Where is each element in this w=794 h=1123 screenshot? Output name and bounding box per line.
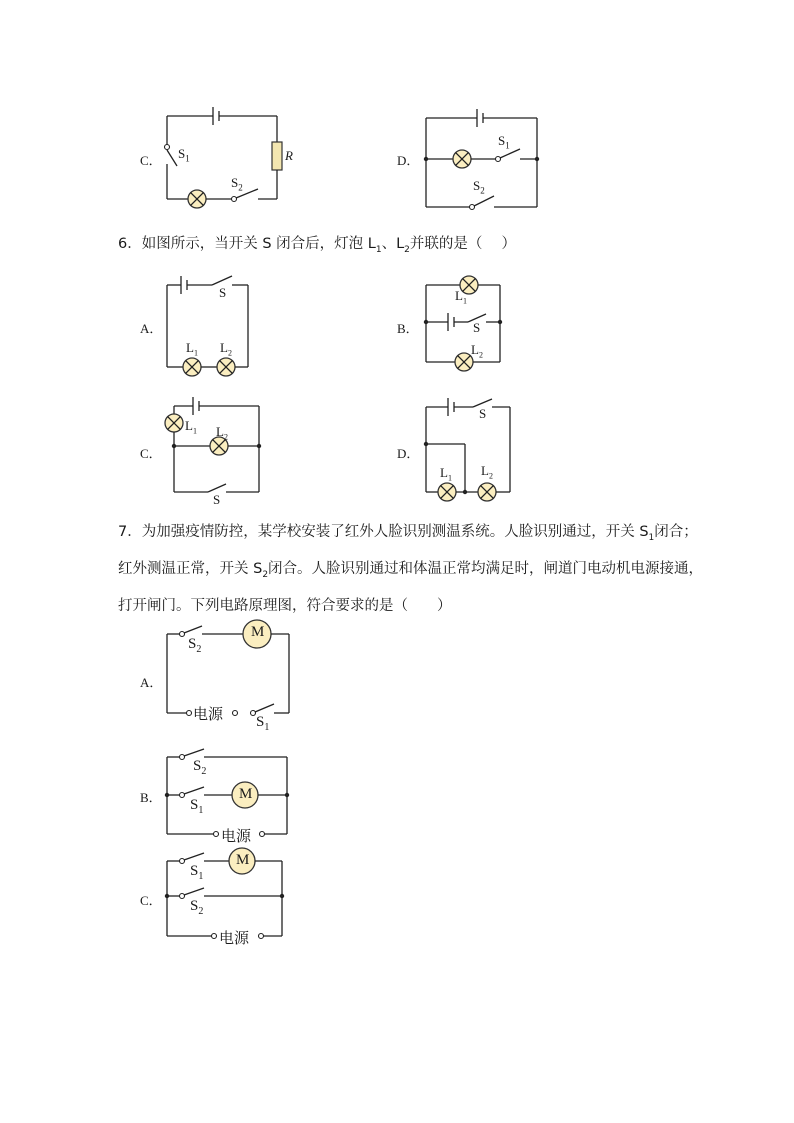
q6-circuit-d <box>424 398 510 501</box>
switch-s1-label: $S_1$ <box>178 146 190 164</box>
switch-label: S <box>213 492 221 507</box>
question-7-line-2: 红外测温正常，开关 $S_2$闭合。人脸识别通过和体温正常均满足时，闸道门电动机电源接通， <box>118 561 704 580</box>
question-7-line-3: 打开闸门。下列电路原理图，符合要求的是（ ） <box>118 598 452 614</box>
switch-s2-label: $S_2$ <box>231 175 243 193</box>
lamp-l2-label: $L_2$ <box>471 342 483 360</box>
switch-s2-label: $S_2$ <box>473 178 485 196</box>
power-source-label: 电源 <box>221 827 252 845</box>
option-a-label[interactable]: A． <box>140 321 163 336</box>
switch-s2-label: $S_2$ <box>193 758 207 777</box>
lamp-l1-label: $L_1$ <box>185 418 197 436</box>
motor-label: M <box>239 786 253 802</box>
resistor-label: R <box>285 148 293 163</box>
option-b-label[interactable]: B． <box>140 790 162 805</box>
lamp-l2-label: $L_2$ <box>220 340 232 358</box>
option-a-label[interactable]: A． <box>140 675 163 690</box>
lamp-l1-label: $L_1$ <box>440 465 452 483</box>
switch-s1-label: $S_1$ <box>190 797 204 816</box>
q6-circuit-a <box>167 276 248 376</box>
question-6-stem: 6．如图所示，当开关 S 闭合后，灯泡 $L_1$、$L_2$并联的是（ ） <box>118 236 517 255</box>
motor-label: M <box>251 624 265 640</box>
option-d-label[interactable]: D． <box>397 446 420 461</box>
option-c-label[interactable]: C． <box>140 446 162 461</box>
lamp-l1-label: $L_1$ <box>455 288 467 306</box>
switch-label: S <box>473 320 481 335</box>
switch-s1-label: $S_1$ <box>190 863 204 882</box>
option-c-label[interactable]: C． <box>140 153 162 168</box>
switch-s2-label: $S_2$ <box>188 636 202 655</box>
switch-s1-label: $S_1$ <box>256 714 270 733</box>
option-b-label[interactable]: B． <box>397 321 419 336</box>
q7-circuit-c <box>165 848 284 939</box>
lamp-l2-label: $L_2$ <box>481 463 493 481</box>
lamp-l1-label: $L_1$ <box>186 340 198 358</box>
lamp-l2-label: $L_2$ <box>216 424 228 442</box>
switch-s2-label: $S_2$ <box>190 898 204 917</box>
motor-label: M <box>236 852 250 868</box>
power-source-label: 电源 <box>193 705 224 723</box>
switch-label: S <box>479 406 487 421</box>
resistor <box>272 142 282 170</box>
switch-s1-label: $S_1$ <box>498 133 510 151</box>
option-c-label[interactable]: C． <box>140 893 162 908</box>
q6-circuit-c <box>165 397 261 492</box>
q7-circuit-b <box>165 749 289 837</box>
question-7-line-1: 7．为加强疫情防控，某学校安装了红外人脸识别测温系统。人脸识别通过，开关 $S_1$闭合； <box>118 524 698 543</box>
power-source-label: 电源 <box>219 929 250 947</box>
switch-s1-blade <box>167 150 177 166</box>
switch-label: S <box>219 285 227 300</box>
q7-circuit-a <box>167 620 289 716</box>
option-d-label[interactable]: D． <box>397 153 420 168</box>
